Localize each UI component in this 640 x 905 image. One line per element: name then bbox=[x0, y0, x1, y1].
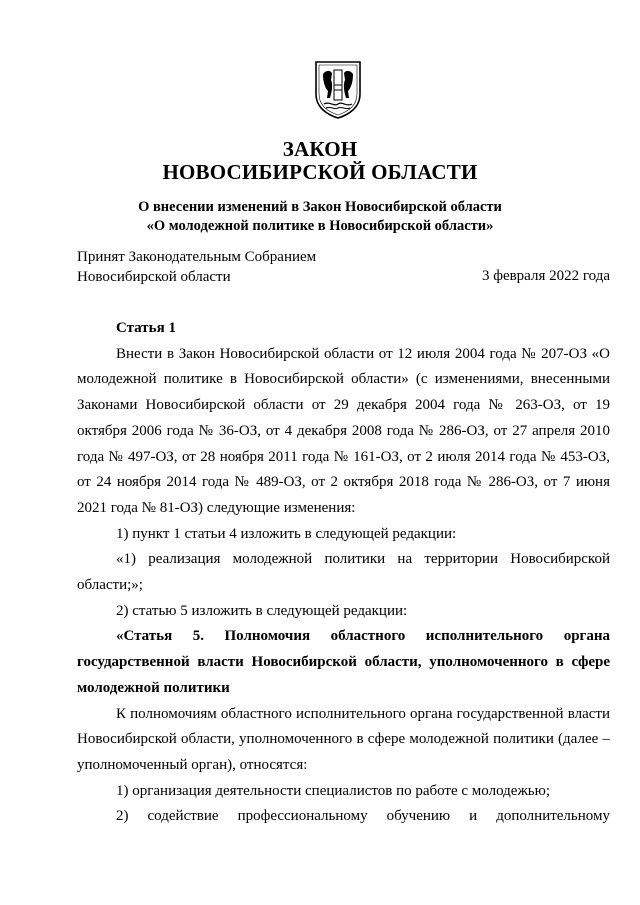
amendment-quote-1: «1) реализация молодежной политики на территории Новосибирской области;»; bbox=[77, 551, 610, 594]
law-title: ЗАКОН bbox=[282, 137, 358, 161]
law-subject-line-1: О внесении изменений в Закон Новосибирской области bbox=[138, 199, 502, 215]
document-body bbox=[77, 316, 610, 830]
law-subject-line-2: «О молодежной политике в Новосибирской области» bbox=[146, 218, 494, 234]
article-5-subitem-1: 1) организация деятельности специалистов по работе с молодежью; bbox=[116, 782, 551, 799]
adopted-date: 3 февраля 2022 года bbox=[481, 267, 610, 284]
article-5-heading: «Статья 5. Полномочия областного исполнительного органа государственной власти Новосибирской области, уполномоченного в сфере молодежной политики bbox=[77, 628, 610, 696]
adopted-by bbox=[77, 248, 316, 287]
adopted-by-line-1: Принят Законодательным Собранием bbox=[77, 249, 317, 265]
article-5-paragraph: К полномочиям областного исполнительного органа государственной власти Новосибирской области, уполномоченного в сфере молодежной политики (далее – уполномоченный орган), относятся: bbox=[77, 705, 610, 773]
law-region-title: НОВОСИБИРСКОЙ ОБЛАСТИ bbox=[162, 160, 478, 184]
article-5-subitem-2: 2) содействие профессиональному обучению и дополнительному bbox=[116, 808, 610, 825]
adopted-by-line-2: Новосибирской области bbox=[77, 268, 231, 285]
amendment-item-2: 2) статью 5 изложить в следующей редакции: bbox=[116, 602, 408, 619]
amendment-item-1: 1) пункт 1 статьи 4 изложить в следующей редакции: bbox=[116, 525, 457, 542]
article-paragraph-1: Внести в Закон Новосибирской области от 12 июля 2004 года № 207-ОЗ «О молодежной политике в Новосибирской области» (с изменениями, внесенными Законами Новосибирской области от 29 декабря 2004 года № 263-ОЗ, от 19 октября 2006 года № 36-ОЗ, от 4 декабря 2008 года № 286-ОЗ, от 27 апреля 2010 года № 497-ОЗ, от 28 ноября 2011 года № 161-ОЗ, от 2 июля 2014 года № 453-ОЗ, от 24 ноября 2014 года № 489-ОЗ, от 2 октября 2018 года № 286-ОЗ, от 7 июня 2021 года № 81-ОЗ) следующие изменения: bbox=[77, 345, 610, 516]
law-subject bbox=[0, 198, 640, 236]
article-heading: Статья 1 bbox=[116, 320, 176, 336]
coat-of-arms-icon bbox=[312, 58, 364, 120]
